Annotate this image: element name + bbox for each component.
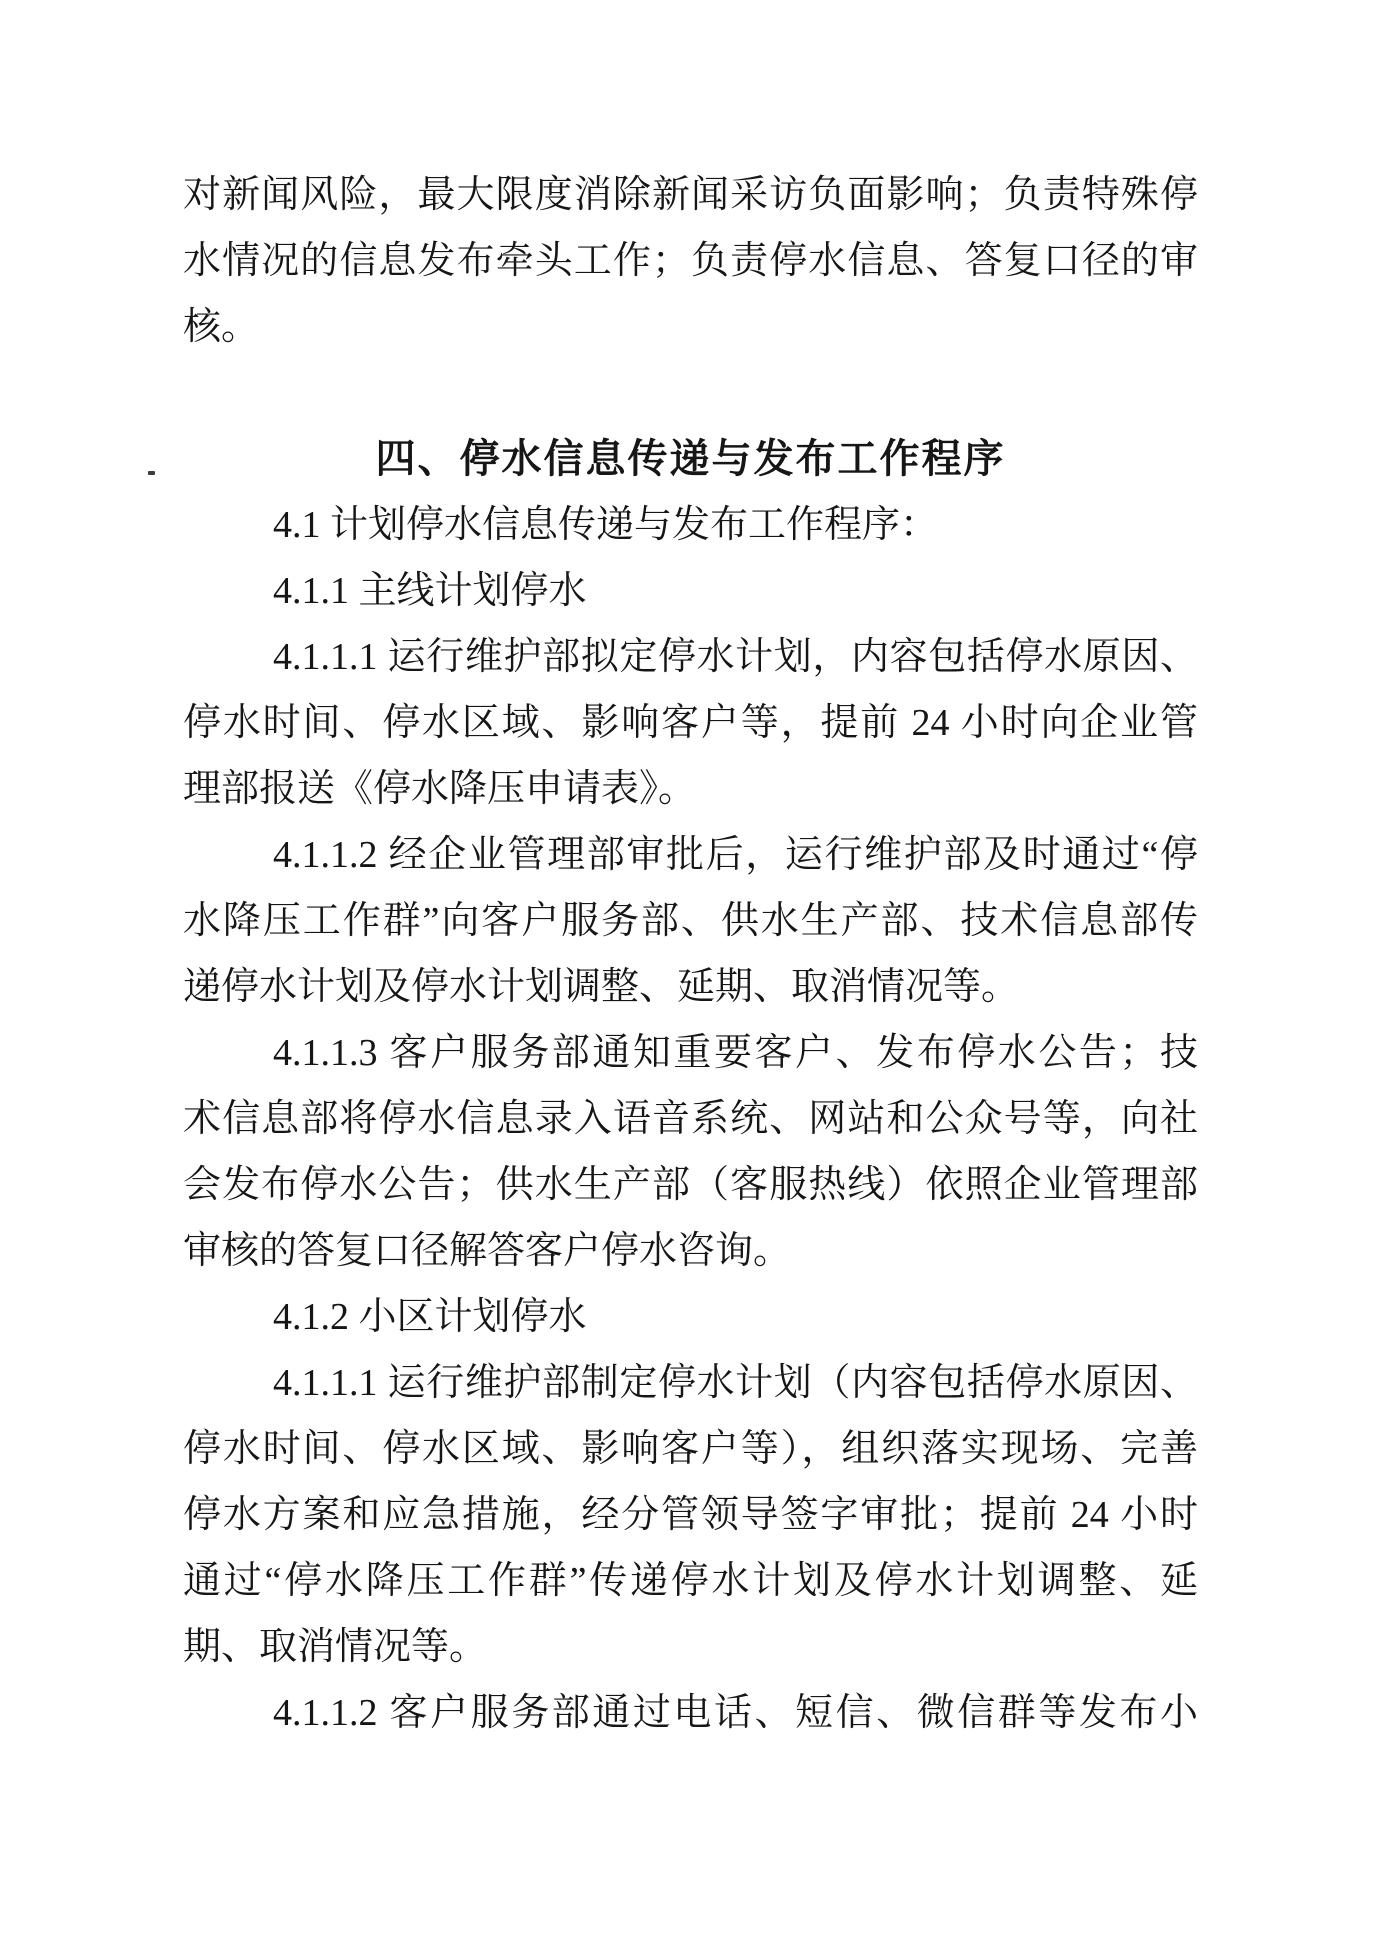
text-line: 水情况的信息发布牵头工作；负责停水信息、答复口径的审	[183, 240, 1198, 282]
scan-speck	[148, 471, 155, 475]
text-line: 停水时间、停水区域、影响客户等），组织落实现场、完善	[183, 1428, 1198, 1470]
text-line: 4.1 计划停水信息传递与发布工作程序：	[273, 504, 939, 546]
text-line: 对新闻风险，最大限度消除新闻采访负面影响；负责特殊停	[183, 174, 1198, 216]
text-line: 理部报送《停水降压申请表》。	[183, 768, 697, 810]
text-line: 递停水计划及停水计划调整、延期、取消情况等。	[183, 966, 1020, 1008]
text-line: 4.1.1.1 运行维护部拟定停水计划，内容包括停水原因、	[273, 636, 1198, 678]
text-line: 4.1.1.2 客户服务部通过电话、短信、微信群等发布小	[273, 1692, 1198, 1734]
text-line: 4.1.1 主线计划停水	[273, 570, 587, 612]
text-line: 审核的答复口径解答客户停水咨询。	[183, 1230, 792, 1272]
text-line: 术信息部将停水信息录入语音系统、网站和公众号等，向社	[183, 1098, 1198, 1140]
text-line: 水降压工作群”向客户服务部、供水生产部、技术信息部传	[183, 900, 1198, 942]
text-line: 停水时间、停水区域、影响客户等，提前 24 小时向企业管	[183, 702, 1198, 744]
text-line: 4.1.1.2 经企业管理部审批后，运行维护部及时通过“停	[273, 834, 1198, 876]
text-line: 停水方案和应急措施，经分管领导签字审批；提前 24 小时	[183, 1494, 1198, 1536]
text-line: 期、取消情况等。	[183, 1626, 488, 1668]
text-line: 4.1.2 小区计划停水	[273, 1296, 587, 1338]
text-line: 核。	[183, 306, 260, 348]
text-line: 4.1.1.3 客户服务部通知重要客户、发布停水公告；技	[273, 1032, 1198, 1074]
section-heading: 四、停水信息传递与发布工作程序	[375, 437, 1006, 481]
text-line: 通过“停水降压工作群”传递停水计划及停水计划调整、延	[183, 1560, 1198, 1602]
text-line: 会发布停水公告；供水生产部（客服热线）依照企业管理部	[183, 1164, 1198, 1206]
document-lines	[183, 0, 1198, 1746]
text-line: 4.1.1.1 运行维护部制定停水计划（内容包括停水原因、	[273, 1362, 1198, 1404]
